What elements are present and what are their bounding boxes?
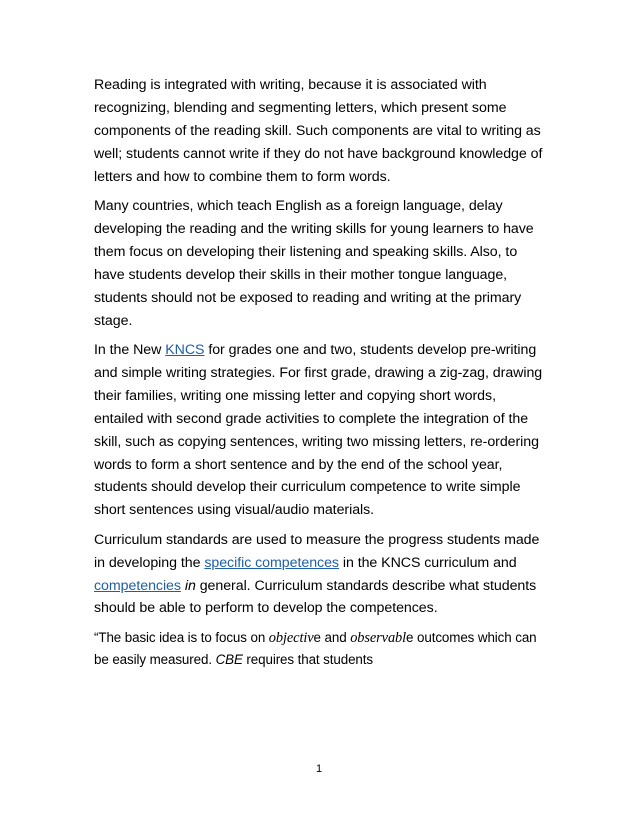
paragraph-kncs-grades bbox=[94, 339, 546, 522]
paragraph-curriculum-standards bbox=[94, 529, 546, 621]
specific-competences-link[interactable]: specific competences bbox=[204, 554, 339, 571]
quote-text: e outcomes which can be easily measured. bbox=[94, 629, 537, 667]
paragraph-text: Reading is integrated with writing, because it is associated with recognizing, blending and segmenting letters, which present some components of the reading skill. Such components are vital to writing as well; students cannot write if they do not have background knowledge of letters and how to combine them to form words. bbox=[94, 77, 543, 185]
paragraph-text: Many countries, which teach English as a foreign language, delay developing the reading and the writing skills for young learners to have them focus on developing their listening and speaking skills. Also, to have students develop their skills in their mother tongue language, students should not be exposed to reading and writing at the primary stage. bbox=[94, 198, 534, 329]
italic-word: in bbox=[184, 577, 196, 594]
quote-text: requires that students bbox=[242, 651, 373, 667]
paragraph-reading-writing bbox=[94, 74, 546, 189]
italic-abbreviation: CBE bbox=[215, 651, 243, 667]
paragraph-text: for grades one and two, students develop pre-writing and simple writing strategies. For first grade, drawing a zig-zag, drawing their families, writing one missing letter and copying short words, entailed with second grade activities to complete the integration of the skill, such as copying sentences, writing two missing letters, re-ordering words to form a short sentence and by the end of the school year, students should develop their curriculum competence to write simple short sentences using visual/audio materials. bbox=[94, 341, 543, 519]
quote-paragraph bbox=[94, 627, 546, 671]
paragraph-text: in the KNCS curriculum and bbox=[338, 554, 517, 571]
page-number: 1 bbox=[315, 763, 323, 775]
page-body bbox=[94, 74, 546, 671]
paragraph-text: In the New bbox=[94, 341, 166, 358]
paragraph-text: general. Curriculum standards describe what students should be able to perform to develop the competences. bbox=[94, 577, 537, 617]
italic-word: objectiv bbox=[268, 629, 314, 646]
paragraph-text: Curriculum standards are used to measure the progress students made in developing the bbox=[94, 531, 540, 571]
italic-word: observabl bbox=[350, 629, 407, 646]
quote-text: “The basic idea is to focus on bbox=[94, 629, 269, 645]
paragraph-foreign-language bbox=[94, 195, 546, 332]
quote-text: e and bbox=[313, 629, 351, 645]
kncs-link[interactable]: KNCS bbox=[165, 341, 205, 358]
competencies-link[interactable]: competencies bbox=[94, 577, 181, 594]
